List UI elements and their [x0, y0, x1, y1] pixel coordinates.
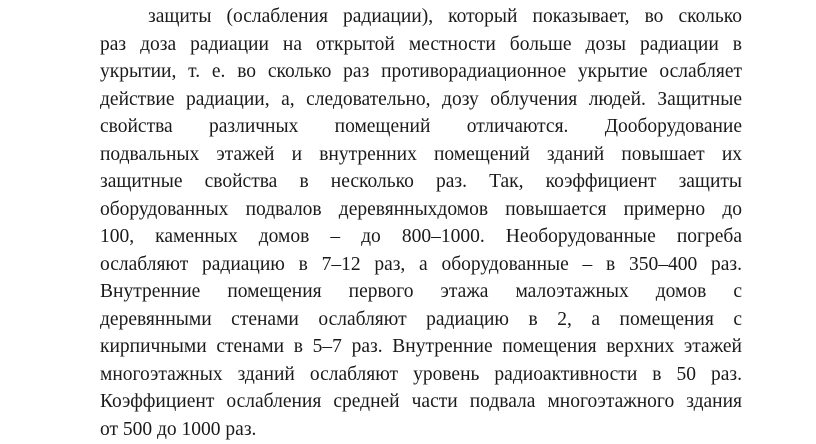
text-line: действие радиации, а, следовательно, дозу облучения людей. Защитные [100, 88, 742, 110]
text-line: свойства различных помещений отличаются. Дооборудование [100, 116, 742, 137]
text-line: защитные свойства в несколько раз. Так, коэффициент защиты [100, 171, 742, 192]
text-line: подвальных этажей и внутренних помещений зданий повышает их [100, 143, 742, 165]
text-line: защиты (ослабления радиации), который показывает, во сколько [148, 6, 742, 27]
text-line: деревянными стенами ослабляют радиацию в 2, а помещения с [100, 308, 742, 330]
paragraph [100, 3, 742, 443]
text-line: ослабляют радиацию в 7–12 раз, а оборудованные – в 350–400 раз. [100, 253, 742, 275]
text-line: многоэтажных зданий ослабляют уровень радиоактивности в 50 раз. [100, 363, 742, 385]
text-line: 100, каменных домов – до 800–1000. Необорудованные погреба [100, 226, 742, 247]
text-line: раз доза радиации на открытой местности больше дозы радиации в [100, 33, 742, 55]
text-line: Коэффициент ослабления средней части подвала многоэтажного здания [100, 391, 742, 412]
text-line: кирпичными стенами в 5–7 раз. Внутренние помещения верхних этажей [100, 336, 742, 357]
text-line: оборудованных подвалов деревянныхдомов повышается примерно до [100, 198, 742, 220]
text-line: от 500 до 1000 раз. [100, 418, 257, 440]
text-line: Внутренние помещения первого этажа малоэтажных домов с [100, 281, 742, 302]
text-line: укрытии, т. е. во сколько раз противорадиационное укрытие ослабляет [100, 61, 742, 82]
